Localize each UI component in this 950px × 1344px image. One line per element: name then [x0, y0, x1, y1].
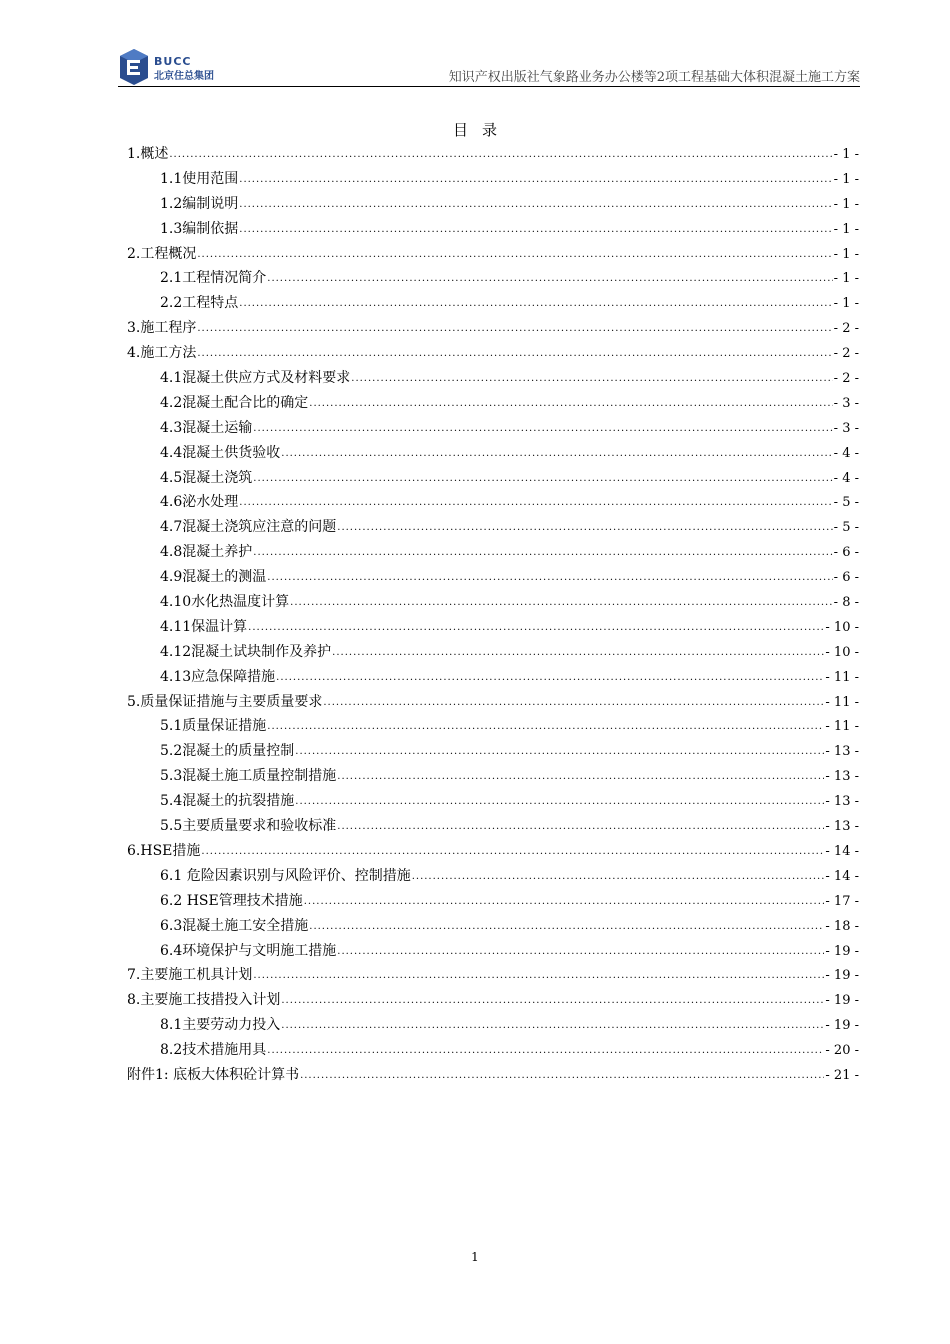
toc-leader-dots	[253, 964, 824, 989]
toc-entry-label: 4.施工方法	[127, 345, 197, 362]
toc-entry-page: - 19 -	[825, 993, 859, 1009]
header-divider	[118, 86, 860, 87]
toc-entry-page: - 3 -	[833, 395, 859, 411]
toc-entry-page: - 11 -	[825, 669, 859, 685]
toc-leader-dots	[169, 143, 832, 168]
toc-leader-dots	[337, 765, 824, 790]
toc-entry[interactable]	[127, 839, 859, 864]
toc-entry-label: 5.3混凝土施工质量控制措施	[160, 768, 337, 785]
toc-entry[interactable]	[127, 142, 859, 167]
toc-entry-label: 1.2编制说明	[160, 195, 239, 212]
toc-entry-label: 1.3编制依据	[160, 220, 239, 237]
toc-leader-dots	[412, 865, 825, 890]
toc-entry-label: 6.4环境保护与文明施工措施	[160, 942, 337, 959]
toc-entry[interactable]	[127, 515, 859, 540]
logo-text-top: BUCC	[154, 55, 192, 68]
toc-entry[interactable]	[127, 914, 859, 939]
toc-entry-label: 4.4混凝土供货验收	[160, 444, 281, 461]
toc-entry-label: 7.主要施工机具计划	[127, 967, 253, 984]
toc-entry-page: - 1 -	[833, 296, 859, 312]
toc-leader-dots	[290, 591, 833, 616]
toc-leader-dots	[267, 566, 832, 591]
toc-entry[interactable]	[127, 466, 859, 491]
toc-entry[interactable]	[127, 963, 859, 988]
toc-entry-page: - 1 -	[833, 271, 859, 287]
toc-entry[interactable]	[127, 714, 859, 739]
toc-entry[interactable]	[127, 441, 859, 466]
toc-entry-label: 4.9混凝土的测温	[160, 569, 267, 586]
toc-entry-page: - 1 -	[833, 246, 859, 262]
toc-entry-label: 6.1 危险因素识别与风险评价、控制措施	[160, 867, 411, 884]
toc-entry-label: 1.1使用范围	[160, 170, 239, 187]
toc-entry-page: - 14 -	[825, 868, 859, 884]
toc-entry-label: 5.1质量保证措施	[160, 718, 267, 735]
toc-leader-dots	[197, 243, 832, 268]
toc-leader-dots	[337, 940, 824, 965]
toc-leader-dots	[239, 491, 832, 516]
toc-entry-page: - 19 -	[825, 1018, 859, 1034]
toc-entry-label: 4.7混凝土浇筑应注意的问题	[160, 519, 337, 536]
toc-entry-page: - 13 -	[825, 744, 859, 760]
toc-leader-dots	[253, 417, 832, 442]
toc-leader-dots	[295, 790, 824, 815]
toc-entry-page: - 20 -	[825, 1043, 859, 1059]
toc-entry-page: - 5 -	[833, 520, 859, 536]
toc-entry[interactable]	[127, 1063, 859, 1088]
toc-entry[interactable]	[127, 690, 859, 715]
logo-text-bottom: 北京住总集团	[154, 71, 214, 82]
toc-entry[interactable]	[127, 316, 859, 341]
toc-entry[interactable]	[127, 590, 859, 615]
page-header	[118, 48, 860, 88]
toc-entry-page: - 11 -	[825, 694, 859, 710]
document-title: 知识产权出版社气象路业务办公楼等2项工程基础大体积混凝土施工方案	[448, 70, 860, 85]
toc-entry-page: - 19 -	[825, 943, 859, 959]
toc-leader-dots	[239, 193, 832, 218]
toc-entry-page: - 2 -	[833, 346, 859, 362]
toc-entry-page: - 14 -	[825, 843, 859, 859]
toc-entry-page: - 19 -	[825, 968, 859, 984]
toc-entry[interactable]	[127, 814, 859, 839]
toc-leader-dots	[267, 267, 832, 292]
toc-entry-label: 4.5混凝土浇筑	[160, 469, 253, 486]
toc-entry[interactable]	[127, 988, 859, 1013]
toc-leader-dots	[201, 840, 824, 865]
toc-entry-label: 2.工程概况	[127, 245, 197, 262]
toc-entry-label: 6.3混凝土施工安全措施	[160, 917, 309, 934]
toc-leader-dots	[295, 740, 824, 765]
toc-entry-label: 8.主要施工技措投入计划	[127, 992, 281, 1009]
toc-entry-page: - 2 -	[833, 321, 859, 337]
toc-entry[interactable]	[127, 640, 859, 665]
toc-leader-dots	[239, 168, 832, 193]
toc-entry[interactable]	[127, 341, 859, 366]
toc-entry-page: - 1 -	[833, 147, 859, 162]
toc-entry[interactable]	[127, 242, 859, 267]
toc-entry[interactable]	[127, 291, 859, 316]
toc-entry-page: - 6 -	[833, 545, 859, 561]
toc-entry[interactable]	[127, 864, 859, 889]
toc-leader-dots	[300, 1064, 824, 1089]
toc-leader-dots	[332, 641, 824, 666]
toc-entry[interactable]	[127, 615, 859, 640]
toc-entry[interactable]	[127, 217, 859, 242]
toc-leader-dots	[239, 292, 832, 317]
toc-entry-label: 附件1: 底板大体积砼计算书	[127, 1066, 300, 1083]
bucc-logo	[118, 48, 238, 86]
toc-entry-page: - 10 -	[825, 644, 859, 660]
toc-entry-label: 4.8混凝土养护	[160, 544, 253, 561]
toc-leader-dots	[267, 715, 824, 740]
toc-leader-dots	[309, 915, 824, 940]
toc-entry-page: - 6 -	[833, 570, 859, 586]
toc-entry-page: - 1 -	[833, 196, 859, 212]
toc-entry[interactable]	[127, 192, 859, 217]
toc-entry[interactable]	[127, 416, 859, 441]
toc-entry-label: 4.2混凝土配合比的确定	[160, 394, 309, 411]
toc-entry-page: - 8 -	[833, 595, 859, 611]
toc-entry-page: - 10 -	[825, 619, 859, 635]
toc-entry[interactable]	[127, 789, 859, 814]
toc-leader-dots	[248, 616, 824, 641]
toc-entry-page: - 13 -	[825, 769, 859, 785]
toc-entry-page: - 4 -	[833, 445, 859, 461]
toc-entry-label: 5.质量保证措施与主要质量要求	[127, 693, 323, 710]
toc-entry-label: 2.2工程特点	[160, 295, 239, 312]
toc-entry-label: 3.施工程序	[127, 320, 197, 337]
toc-entry[interactable]	[127, 665, 859, 690]
toc-entry[interactable]	[127, 739, 859, 764]
toc-entry-page: - 17 -	[825, 893, 859, 909]
toc-leader-dots	[323, 691, 824, 716]
toc-entry-label: 2.1工程情况简介	[160, 270, 267, 287]
toc-entry-label: 4.13应急保障措施	[160, 668, 276, 685]
toc-entry[interactable]	[127, 889, 859, 914]
toc-entry-label: 5.2混凝土的质量控制	[160, 743, 295, 760]
page-number: 1	[471, 1250, 479, 1264]
toc-leader-dots	[253, 467, 832, 492]
toc-leader-dots	[197, 342, 832, 367]
toc-leader-dots	[337, 815, 824, 840]
toc-leader-dots	[309, 392, 832, 417]
toc-entry[interactable]	[127, 939, 859, 964]
toc-entry-label: 6.2 HSE管理技术措施	[160, 892, 303, 909]
toc-leader-dots	[267, 1039, 824, 1064]
toc-entry[interactable]	[127, 540, 859, 565]
toc-entry-label: 6.HSE措施	[127, 842, 201, 859]
toc-entry[interactable]	[127, 1013, 859, 1038]
toc-leader-dots	[276, 666, 824, 691]
toc-leader-dots	[281, 1014, 824, 1039]
toc-entry-label: 4.10水化热温度计算	[160, 594, 290, 611]
toc-entry[interactable]	[127, 167, 859, 192]
toc-leader-dots	[197, 317, 832, 342]
toc-entry-page: - 13 -	[825, 819, 859, 835]
toc-entry-page: - 13 -	[825, 794, 859, 810]
toc-entry-label: 8.1主要劳动力投入	[160, 1017, 281, 1034]
toc-entry-page: - 1 -	[833, 171, 859, 187]
toc-entry[interactable]	[127, 764, 859, 789]
toc-entry-page: - 4 -	[833, 470, 859, 486]
table-of-contents	[127, 142, 859, 1088]
toc-entry-label: 4.3混凝土运输	[160, 419, 253, 436]
toc-leader-dots	[239, 218, 832, 243]
toc-entry-page: - 1 -	[833, 221, 859, 237]
toc-entry[interactable]	[127, 1038, 859, 1063]
toc-entry-page: - 18 -	[825, 918, 859, 934]
toc-entry-page: - 2 -	[833, 371, 859, 387]
toc-leader-dots	[337, 516, 832, 541]
toc-entry-page: - 21 -	[825, 1067, 859, 1083]
toc-entry-label: 5.4混凝土的抗裂措施	[160, 793, 295, 810]
toc-entry[interactable]	[127, 565, 859, 590]
toc-entry-label: 5.5主要质量要求和验收标准	[160, 818, 337, 835]
toc-entry-label: 4.12混凝土试块制作及养护	[160, 643, 332, 660]
toc-entry-label: 1.概述	[127, 146, 169, 162]
toc-entry-label: 4.6泌水处理	[160, 494, 239, 511]
toc-leader-dots	[351, 367, 832, 392]
toc-entry-page: - 11 -	[825, 719, 859, 735]
toc-leader-dots	[281, 989, 824, 1014]
toc-entry[interactable]	[127, 490, 859, 515]
toc-entry-label: 8.2技术措施用具	[160, 1042, 267, 1059]
toc-leader-dots	[253, 541, 832, 566]
toc-entry-page: - 5 -	[833, 495, 859, 511]
toc-heading: 目录	[452, 121, 511, 139]
toc-entry[interactable]	[127, 391, 859, 416]
toc-leader-dots	[281, 442, 832, 467]
toc-entry[interactable]	[127, 266, 859, 291]
toc-leader-dots	[304, 890, 825, 915]
toc-entry-label: 4.1混凝土供应方式及材料要求	[160, 370, 351, 387]
toc-entry[interactable]	[127, 366, 859, 391]
toc-entry-page: - 3 -	[833, 420, 859, 436]
toc-entry-label: 4.11保温计算	[160, 618, 248, 635]
